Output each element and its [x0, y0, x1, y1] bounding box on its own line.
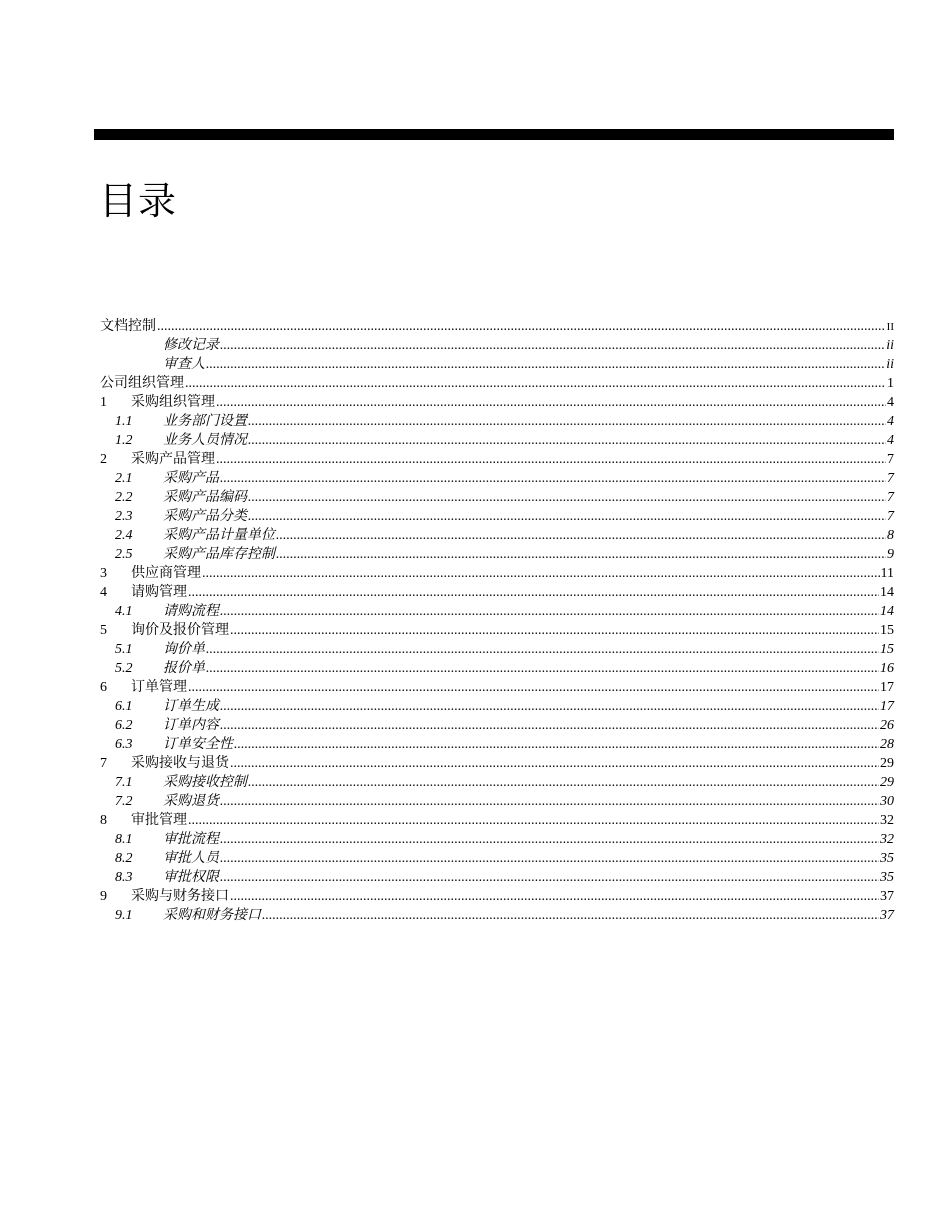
toc-entry-number: 6 [100, 680, 107, 695]
toc-entry[interactable] [100, 526, 894, 545]
toc-entry-label: 采购组织管理 [131, 395, 215, 410]
toc-entry-page-number: 17 [880, 680, 894, 695]
toc-entry[interactable] [100, 678, 894, 697]
toc-entry-label: 审批权限 [163, 870, 219, 885]
toc-entry[interactable] [100, 317, 894, 336]
toc-entry-number: 2.5 [115, 547, 133, 562]
toc-entry-number: 8.2 [115, 851, 133, 866]
toc-dot-leader [188, 583, 879, 602]
toc-dot-leader [230, 887, 879, 906]
toc-entry-number: 4.1 [115, 604, 133, 619]
toc-entry[interactable] [100, 811, 894, 830]
toc-entry-label: 请购流程 [163, 604, 219, 619]
toc-entry-label: 采购产品计量单位 [163, 528, 275, 543]
toc-entry-label: 文档控制 [100, 319, 156, 334]
toc-entry-page-number: 28 [880, 737, 894, 752]
toc-entry-number: 1 [100, 395, 107, 410]
toc-entry-page-number: 14 [880, 604, 894, 619]
toc-entry[interactable] [100, 450, 894, 469]
toc-dot-leader [248, 431, 886, 450]
toc-entry[interactable] [100, 431, 894, 450]
toc-entry-number: 5.2 [115, 661, 133, 676]
toc-entry[interactable] [100, 621, 894, 640]
toc-entry-page-number: 4 [887, 395, 894, 410]
toc-entry-page-number: ii [886, 357, 894, 372]
toc-entry-page-number: II [886, 321, 894, 333]
toc-dot-leader [220, 792, 879, 811]
toc-entry-label: 采购产品 [163, 471, 219, 486]
toc-entry-page-number: 37 [880, 889, 894, 904]
toc-dot-leader [262, 906, 879, 925]
toc-entry-page-number: 8 [887, 528, 894, 543]
toc-entry[interactable] [100, 336, 894, 355]
toc-entry-number: 5.1 [115, 642, 133, 657]
toc-entry-page-number: 35 [880, 851, 894, 866]
toc-dot-leader [220, 469, 886, 488]
toc-entry-number: 4 [100, 585, 107, 600]
toc-entry[interactable] [100, 564, 894, 583]
toc-dot-leader [206, 355, 885, 374]
toc-entry-page-number: 1 [887, 376, 894, 391]
toc-dot-leader [216, 450, 886, 469]
toc-entry[interactable] [100, 849, 894, 868]
toc-entry-label: 订单内容 [163, 718, 219, 733]
toc-entry-label: 采购产品库存控制 [163, 547, 275, 562]
toc-entry-page-number: 14 [880, 585, 894, 600]
toc-dot-leader [220, 830, 879, 849]
toc-entry-label: 采购退货 [163, 794, 219, 809]
toc-entry-label: 询价单 [163, 642, 205, 657]
toc-entry-number: 6.1 [115, 699, 133, 714]
toc-dot-leader [206, 659, 879, 678]
toc-entry[interactable] [100, 545, 894, 564]
toc-entry-page-number: 7 [887, 471, 894, 486]
toc-dot-leader [220, 849, 879, 868]
toc-entry-label: 订单生成 [163, 699, 219, 714]
toc-entry-page-number: ii [886, 338, 894, 353]
toc-entry-number: 7.1 [115, 775, 133, 790]
header-rule [94, 129, 894, 140]
toc-entry-number: 2.1 [115, 471, 133, 486]
toc-entry-page-number: 26 [880, 718, 894, 733]
toc-entry-page-number: 7 [887, 490, 894, 505]
toc-entry-page-number: 16 [880, 661, 894, 676]
toc-entry-number: 8.3 [115, 870, 133, 885]
toc-entry-number: 8 [100, 813, 107, 828]
toc-entry-number: 3 [100, 566, 107, 581]
toc-entry-label: 修改记录 [163, 338, 219, 353]
toc-dot-leader [220, 602, 879, 621]
toc-entry-label: 供应商管理 [131, 566, 201, 581]
toc-entry-number: 2 [100, 452, 107, 467]
toc-dot-leader [185, 374, 886, 393]
toc-entry-page-number: 11 [880, 566, 894, 581]
toc-entry-label: 审批管理 [131, 813, 187, 828]
toc-dot-leader [234, 735, 879, 754]
toc-entry-label: 采购接收与退货 [131, 756, 229, 771]
toc-entry-number: 2.4 [115, 528, 133, 543]
toc-entry[interactable] [100, 393, 894, 412]
toc-entry-page-number: 7 [887, 452, 894, 467]
toc-dot-leader [248, 488, 886, 507]
toc-entry-page-number: 15 [880, 623, 894, 638]
toc-dot-leader [157, 317, 886, 336]
toc-entry-number: 5 [100, 623, 107, 638]
toc-entry-label: 采购与财务接口 [131, 889, 229, 904]
toc-dot-leader [276, 526, 886, 545]
toc-dot-leader [276, 545, 886, 564]
toc-entry[interactable] [100, 906, 894, 925]
toc-entry[interactable] [100, 830, 894, 849]
toc-entry[interactable] [100, 640, 894, 659]
toc-entry[interactable] [100, 773, 894, 792]
toc-entry-number: 2.3 [115, 509, 133, 524]
toc-entry-page-number: 4 [887, 414, 894, 429]
toc-entry-page-number: 17 [880, 699, 894, 714]
toc-entry-label: 询价及报价管理 [131, 623, 229, 638]
toc-entry-label: 采购产品分类 [163, 509, 247, 524]
toc-entry-label: 订单安全性 [163, 737, 233, 752]
toc-dot-leader [230, 754, 879, 773]
toc-entry-page-number: 15 [880, 642, 894, 657]
toc-entry-label: 审批流程 [163, 832, 219, 847]
toc-entry-page-number: 29 [880, 756, 894, 771]
toc-entry-page-number: 9 [887, 547, 894, 562]
toc-entry[interactable] [100, 792, 894, 811]
toc-entry-label: 采购产品编码 [163, 490, 247, 505]
toc-dot-leader [220, 336, 885, 355]
toc-dot-leader [220, 697, 879, 716]
toc-entry[interactable] [100, 754, 894, 773]
toc-entry-page-number: 7 [887, 509, 894, 524]
toc-entry-number: 9.1 [115, 908, 133, 923]
toc-dot-leader [206, 640, 879, 659]
toc-entry[interactable] [100, 488, 894, 507]
toc-entry-label: 订单管理 [131, 680, 187, 695]
toc-entry[interactable] [100, 507, 894, 526]
toc-entry[interactable] [100, 583, 894, 602]
toc-entry[interactable] [100, 355, 894, 374]
toc-entry-number: 9 [100, 889, 107, 904]
toc-dot-leader [248, 507, 886, 526]
toc-entry[interactable] [100, 887, 894, 906]
toc-entry-page-number: 37 [880, 908, 894, 923]
toc-entry-label: 审查人 [163, 357, 205, 372]
toc-entry-label: 请购管理 [131, 585, 187, 600]
toc-entry-number: 8.1 [115, 832, 133, 847]
table-of-contents [100, 317, 894, 925]
toc-entry[interactable] [100, 602, 894, 621]
toc-entry-page-number: 4 [887, 433, 894, 448]
toc-dot-leader [220, 716, 879, 735]
toc-dot-leader [248, 773, 879, 792]
toc-entry-number: 1.1 [115, 414, 133, 429]
toc-entry-label: 公司组织管理 [100, 376, 184, 391]
toc-entry[interactable] [100, 659, 894, 678]
toc-entry[interactable] [100, 735, 894, 754]
toc-entry-label: 业务人员情况 [163, 433, 247, 448]
toc-entry-number: 7 [100, 756, 107, 771]
toc-dot-leader [202, 564, 880, 583]
toc-entry-number: 6.2 [115, 718, 133, 733]
toc-title: 目录 [99, 181, 178, 223]
toc-dot-leader [188, 678, 879, 697]
toc-entry-label: 采购产品管理 [131, 452, 215, 467]
toc-entry-page-number: 32 [880, 832, 894, 847]
toc-dot-leader [248, 412, 886, 431]
toc-entry[interactable] [100, 868, 894, 887]
toc-entry[interactable] [100, 716, 894, 735]
toc-entry[interactable] [100, 412, 894, 431]
toc-entry-number: 1.2 [115, 433, 133, 448]
toc-entry-page-number: 30 [880, 794, 894, 809]
toc-entry-page-number: 35 [880, 870, 894, 885]
toc-entry-page-number: 29 [880, 775, 894, 790]
toc-entry-number: 6.3 [115, 737, 133, 752]
toc-dot-leader [230, 621, 879, 640]
toc-entry-number: 7.2 [115, 794, 133, 809]
toc-entry-number: 2.2 [115, 490, 133, 505]
toc-entry-page-number: 32 [880, 813, 894, 828]
toc-entry-label: 采购接收控制 [163, 775, 247, 790]
toc-dot-leader [216, 393, 886, 412]
toc-entry-label: 审批人员 [163, 851, 219, 866]
toc-entry-label: 业务部门设置 [163, 414, 247, 429]
toc-entry[interactable] [100, 697, 894, 716]
toc-entry-label: 报价单 [163, 661, 205, 676]
toc-dot-leader [220, 868, 879, 887]
toc-entry[interactable] [100, 469, 894, 488]
toc-entry[interactable] [100, 374, 894, 393]
toc-entry-label: 采购和财务接口 [163, 908, 261, 923]
toc-dot-leader [188, 811, 879, 830]
